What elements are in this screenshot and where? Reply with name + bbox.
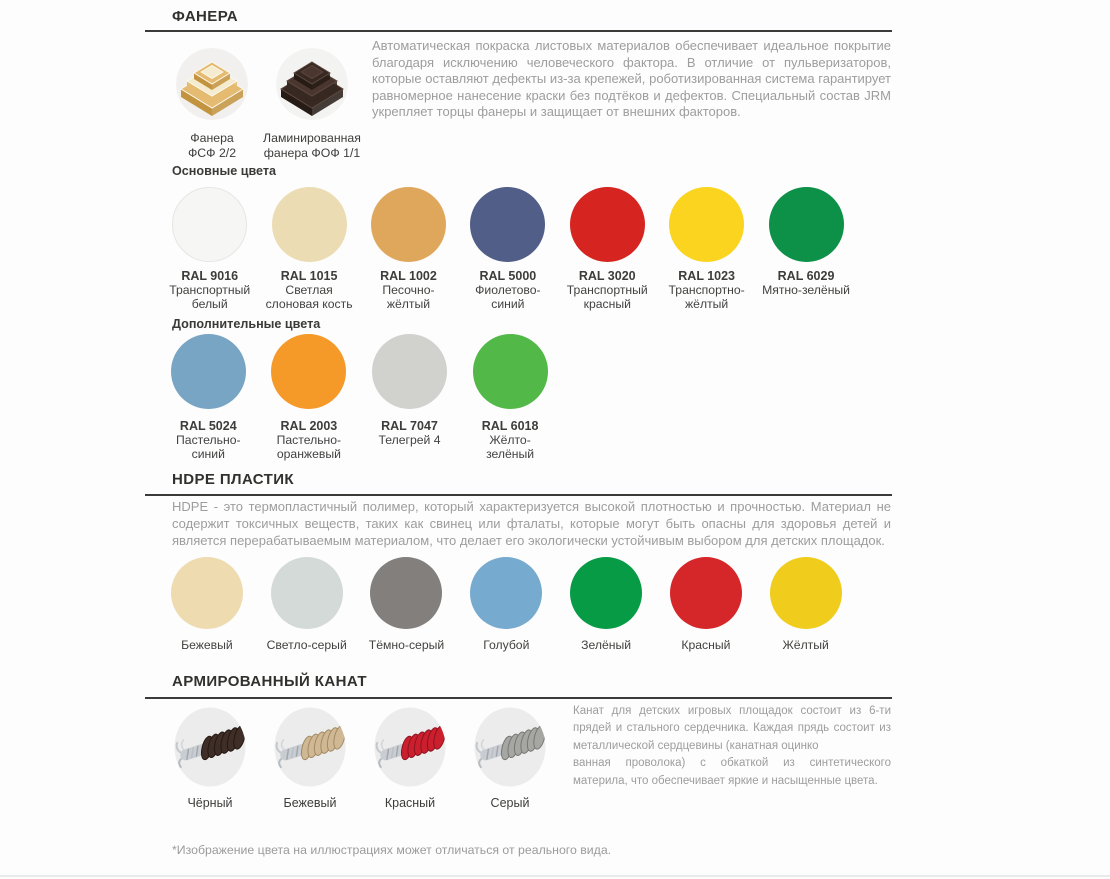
color-swatch <box>458 187 557 312</box>
color-swatch <box>558 187 657 312</box>
color-swatch <box>259 187 358 312</box>
color-swatch <box>259 334 360 462</box>
rope-sample <box>460 707 560 810</box>
hdpe-description: HDPE - это термопластичный полимер, который характеризуется высокой плотностью и прочностью. Материал не содержит токсичных веществ, таких как свинец или фталаты, которые могут быть опасны для здоровья детей и является перерабатываемым материалом, что делает его экологически устойчивым выбором для детских площадок. <box>172 499 891 548</box>
color-swatch <box>359 334 460 462</box>
color-name-line: Транспортно- <box>668 283 745 297</box>
plywood-samples-row <box>162 48 362 160</box>
color-swatch <box>460 334 561 462</box>
color-code: RAL 5024 <box>179 419 237 433</box>
rope-sample-image <box>374 707 446 792</box>
rope-color-name: Красный <box>384 796 436 810</box>
color-name <box>169 283 250 312</box>
color-swatch-circle <box>271 334 346 409</box>
hdpe-section-title: HDPE ПЛАСТИК <box>172 471 294 488</box>
plywood-sample <box>162 48 262 160</box>
color-swatch <box>756 187 855 312</box>
color-name-line: Телегрей 4 <box>378 433 441 447</box>
color-name-line: Пастельно- <box>176 433 241 447</box>
color-name-line: белый <box>191 297 228 312</box>
section-divider <box>145 697 892 699</box>
color-swatch-circle <box>172 187 247 262</box>
plywood-sample-label-line: Ламинированная <box>263 131 361 145</box>
rope-sample-image <box>274 707 346 792</box>
section-divider <box>145 494 892 496</box>
color-code: RAL 1015 <box>280 269 338 283</box>
plywood-sample-image <box>276 48 348 120</box>
color-code: RAL 5000 <box>479 269 537 283</box>
rope-color-name: Бежевый <box>283 796 337 810</box>
rope-description-line: прядей и стального сердечника. Каждая прядь состоит из <box>573 722 891 735</box>
plywood-sample-label <box>263 131 361 160</box>
color-code: RAL 7047 <box>381 419 438 433</box>
color-code: RAL 6018 <box>481 419 539 433</box>
color-name-line: слоновая кость <box>265 297 353 312</box>
color-name-line: жёлтый <box>685 297 729 312</box>
plywood-section-title: ФАНЕРА <box>172 8 239 25</box>
color-swatch-circle <box>470 187 545 262</box>
color-swatch <box>456 557 556 652</box>
color-name: Тёмно-серый <box>368 638 445 652</box>
rope-description-line: металлической сердцевины (канатная оцинко <box>573 739 819 752</box>
color-name <box>176 433 240 462</box>
rope-sample <box>260 707 360 810</box>
color-name <box>475 283 540 312</box>
color-code: RAL 1023 <box>678 269 736 283</box>
rope-description-line: Канат для детских игровых площадок состоит из 6-ти <box>573 705 891 717</box>
plywood-sample-image <box>176 48 248 120</box>
color-swatch-circle <box>473 334 548 409</box>
additional-colors-label: Дополнительные цвета <box>172 317 321 331</box>
hdpe-colors-row <box>157 557 856 652</box>
color-swatch-circle <box>669 187 744 262</box>
color-name-line: Жёлто- <box>489 433 531 447</box>
plywood-description: Автоматическая покраска листовых материалов обеспечивает идеальное покрытие благодаря исключению человеческого фактора. В отличие от пульверизаторов, которые оставляют дефекты из-за крепежей, роботизированная система гарантирует равномерное нанесение краски без подтёков и дефектов. Специальный состав JRM укрепляет торцы фанеры и защищает от внешних факторов. <box>372 38 891 120</box>
color-name <box>277 433 341 462</box>
plywood-sample-label <box>188 131 236 160</box>
color-swatch-circle <box>271 557 343 629</box>
color-name-line: Транспортный <box>169 283 251 297</box>
color-name-line: зелёный <box>486 447 535 462</box>
rope-description-line: ванная проволока) с обкаткой из синтетического <box>573 757 891 770</box>
color-swatch-circle <box>470 557 542 629</box>
color-name <box>378 433 440 447</box>
color-code: RAL 9016 <box>181 269 239 283</box>
plywood-sample-label-line: Фанера <box>190 131 234 145</box>
color-name-line: Пастельно- <box>276 433 342 447</box>
color-name <box>669 283 745 312</box>
main-colors-label: Основные цвета <box>172 164 277 178</box>
color-swatch-circle <box>670 557 742 629</box>
color-swatch <box>656 557 756 652</box>
color-swatch-circle <box>370 557 442 629</box>
color-name <box>266 283 353 312</box>
color-name: Красный <box>681 638 731 652</box>
color-name-line: Песочно- <box>382 283 435 297</box>
color-name: Зелёный <box>581 638 632 652</box>
color-swatch <box>657 187 756 312</box>
color-swatch <box>357 557 457 652</box>
color-code: RAL 6029 <box>777 269 835 283</box>
color-name-line: синий <box>191 447 225 462</box>
color-name <box>762 283 850 297</box>
color-swatch-circle <box>371 187 446 262</box>
color-name: Бежевый <box>181 638 233 652</box>
color-name <box>486 433 534 462</box>
color-code: RAL 1002 <box>380 269 437 283</box>
color-name-line: Фиолетово- <box>475 283 541 297</box>
color-code: RAL 2003 <box>280 419 338 433</box>
color-name-line: Транспортный <box>566 283 648 297</box>
rope-sample <box>160 707 260 810</box>
color-swatch-circle <box>770 557 842 629</box>
color-name: Жёлтый <box>782 638 829 652</box>
rope-color-name: Серый <box>490 796 530 810</box>
color-swatch <box>756 557 856 652</box>
color-name-line: Мятно-зелёный <box>762 283 850 297</box>
color-name <box>567 283 648 312</box>
color-name <box>382 283 434 312</box>
rope-color-name: Чёрный <box>187 796 233 810</box>
color-code: RAL 3020 <box>578 269 636 283</box>
plywood-sample-label-line: ФСФ 2/2 <box>187 145 237 160</box>
section-divider <box>145 30 892 32</box>
color-name-line: красный <box>583 297 631 312</box>
color-swatch <box>359 187 458 312</box>
color-swatch-circle <box>372 334 447 409</box>
plywood-sample <box>262 48 362 160</box>
color-name-line: жёлтый <box>386 297 431 312</box>
footnote: *Изображение цвета на иллюстрациях может отличаться от реального вида. <box>172 843 612 857</box>
color-swatch <box>160 187 259 312</box>
color-swatch-circle <box>272 187 347 262</box>
main-colors-row <box>160 187 856 312</box>
page-bottom-divider <box>0 875 1110 877</box>
color-swatch-circle <box>570 557 642 629</box>
rope-sample-image <box>474 707 546 792</box>
rope-sample-image <box>174 707 246 792</box>
color-swatch-circle <box>171 334 246 409</box>
color-swatch <box>157 557 257 652</box>
color-swatch <box>257 557 357 652</box>
rope-samples-row <box>160 707 560 810</box>
color-name: Светло-серый <box>266 638 347 652</box>
color-name-line: Светлая <box>285 283 333 297</box>
color-swatch <box>556 557 656 652</box>
rope-section-title: АРМИРОВАННЫЙ КАНАТ <box>172 673 367 690</box>
plywood-sample-label-line: фанера ФОФ 1/1 <box>263 145 361 160</box>
color-swatch-circle <box>570 187 645 262</box>
color-name-line: оранжевый <box>276 447 341 462</box>
additional-colors-row <box>158 334 560 462</box>
color-swatch-circle <box>171 557 243 629</box>
rope-description <box>573 703 891 790</box>
rope-sample <box>360 707 460 810</box>
color-swatch <box>158 334 259 462</box>
color-name-line: синий <box>491 297 525 312</box>
color-swatch-circle <box>769 187 844 262</box>
rope-description-line: материла, что обеспечивает яркие и насыщенные цвета. <box>573 774 878 787</box>
color-name: Голубой <box>483 638 530 652</box>
